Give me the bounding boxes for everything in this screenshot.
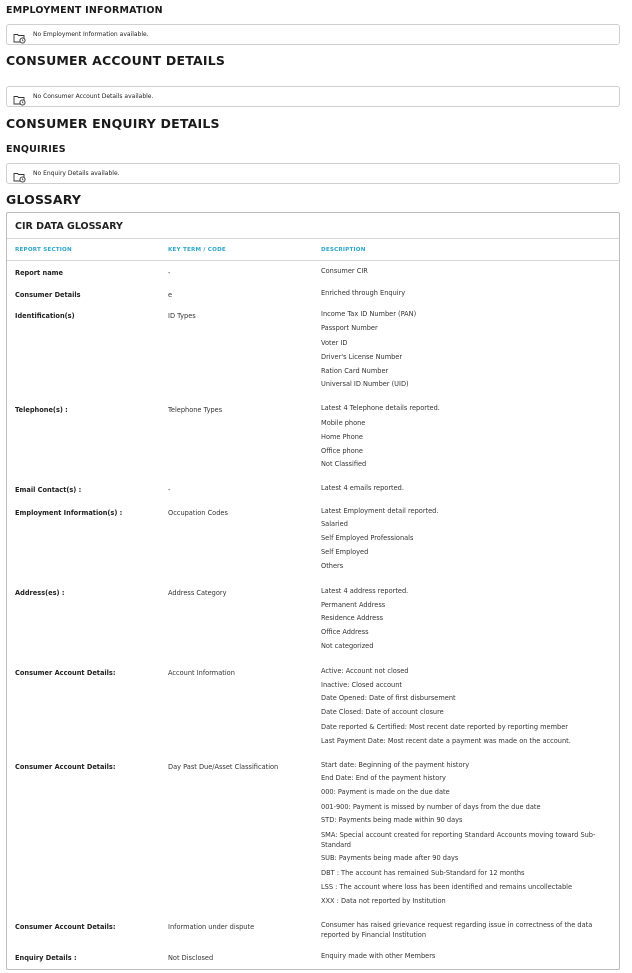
employment-empty-message: No Employment Information available. <box>33 31 149 38</box>
row-desc: Universal ID Number (UID) <box>321 380 409 388</box>
row-section: Employment Information(s) : <box>15 509 123 517</box>
row-desc: Income Tax ID Number (PAN) <box>321 310 417 318</box>
row-desc: Latest 4 emails reported. <box>321 484 404 492</box>
row-desc: Not Classified <box>321 460 367 468</box>
title-divider <box>7 238 619 239</box>
row-desc: Self Employed Professionals <box>321 534 414 542</box>
row-key: Telephone Types <box>168 406 223 414</box>
row-section: Enquiry Details : <box>15 954 77 962</box>
row-key: Address Category <box>168 589 227 597</box>
folder-clock-icon <box>13 29 26 41</box>
row-desc: LSS : The account where loss has been identified and remains uncollectable <box>321 883 573 891</box>
row-desc: Consumer has raised grievance request regarding issue in correctness of the data reported by Financial Institution <box>321 921 593 939</box>
row-desc: Start date: Beginning of the payment history <box>321 761 470 769</box>
folder-clock-icon <box>13 91 26 103</box>
enquiry-section-title: CONSUMER ENQUIRY DETAILS <box>6 116 220 131</box>
row-section: Address(es) : <box>15 589 65 597</box>
row-desc: Mobile phone <box>321 419 366 427</box>
row-desc: Enriched through Enquiry <box>321 289 406 297</box>
row-desc: 001-900: Payment is missed by number of days from the due date <box>321 803 541 811</box>
account-empty-message: No Consumer Account Details available. <box>33 93 154 100</box>
row-desc: Others <box>321 562 344 570</box>
enquiry-empty-box <box>6 163 620 184</box>
enquiries-subtitle: ENQUIRIES <box>6 144 66 155</box>
row-desc: Ration Card Number <box>321 367 389 375</box>
row-desc: Office phone <box>321 447 363 455</box>
row-desc: SMA: Special account created for reporting Standard Accounts moving toward Sub-Standard <box>321 831 596 849</box>
row-desc: SUB: Payments being made after 90 days <box>321 854 459 862</box>
row-desc: DBT : The account has remained Sub-Standard for 12 months <box>321 869 525 877</box>
row-section: Telephone(s) : <box>15 406 68 414</box>
row-desc: Last Payment Date: Most recent date a payment was made on the account. <box>321 737 571 745</box>
row-desc: Inactive: Closed account <box>321 681 402 689</box>
row-desc: Date Closed: Date of account closure <box>321 708 444 716</box>
row-key: Not Disclosed <box>168 954 214 962</box>
row-desc: Driver's License Number <box>321 353 403 361</box>
row-section: Consumer Account Details: <box>15 763 116 771</box>
row-section: Consumer Account Details: <box>15 923 116 931</box>
row-key: Account Information <box>168 669 235 677</box>
row-desc: Date Opened: Date of first disbursement <box>321 694 456 702</box>
account-section-title: CONSUMER ACCOUNT DETAILS <box>6 53 226 68</box>
row-desc: 000: Payment is made on the due date <box>321 788 450 796</box>
row-desc: Home Phone <box>321 433 363 441</box>
row-key: e <box>168 291 173 299</box>
employment-empty-box <box>6 24 620 45</box>
row-desc: Self Employed <box>321 548 369 556</box>
glossary-section-title: GLOSSARY <box>6 192 82 207</box>
row-key: - <box>168 486 171 494</box>
enquiry-empty-message: No Enquiry Details available. <box>33 170 120 177</box>
glossary-table <box>6 212 620 970</box>
row-key: Information under dispute <box>168 923 255 931</box>
employment-section-title: EMPLOYMENT INFORMATION <box>6 5 163 16</box>
row-desc: End Date: End of the payment history <box>321 774 446 782</box>
row-desc: Voter ID <box>321 339 348 347</box>
row-desc: Enquiry made with other Members <box>321 952 436 960</box>
row-desc: Residence Address <box>321 614 384 622</box>
header-key-term: KEY TERM / CODE <box>168 247 226 253</box>
header-description: DESCRIPTION <box>321 247 366 253</box>
row-section: Consumer Account Details: <box>15 669 116 677</box>
glossary-title: CIR DATA GLOSSARY <box>15 221 123 232</box>
row-desc: Office Address <box>321 628 369 636</box>
row-desc: STD: Payments being made within 90 days <box>321 816 463 824</box>
row-key: ID Types <box>168 312 196 320</box>
row-section: Email Contact(s) : <box>15 486 82 494</box>
folder-clock-icon <box>13 168 26 180</box>
row-desc: Active: Account not closed <box>321 667 409 675</box>
row-key: Day Past Due/Asset Classification <box>168 763 279 771</box>
row-section: Report name <box>15 269 63 277</box>
account-empty-box <box>6 86 620 107</box>
row-desc: Latest 4 address reported. <box>321 587 409 595</box>
header-divider <box>7 260 619 261</box>
row-desc: Latest Employment detail reported. <box>321 507 439 515</box>
row-desc: Passport Number <box>321 324 378 332</box>
row-desc: Latest 4 Telephone details reported. <box>321 404 440 412</box>
header-report-section: REPORT SECTION <box>15 247 72 253</box>
row-desc: XXX : Data not reported by Institution <box>321 897 446 905</box>
row-key: Occupation Codes <box>168 509 228 517</box>
row-desc: Date reported & Certified: Most recent date reported by reporting member <box>321 723 568 731</box>
row-section: Identification(s) <box>15 312 75 320</box>
row-desc: Consumer CIR <box>321 267 368 275</box>
row-key: - <box>168 269 171 277</box>
row-desc: Salaried <box>321 520 348 528</box>
row-desc: Permanent Address <box>321 601 386 609</box>
row-desc: Not categorized <box>321 642 374 650</box>
row-section: Consumer Details <box>15 291 81 299</box>
